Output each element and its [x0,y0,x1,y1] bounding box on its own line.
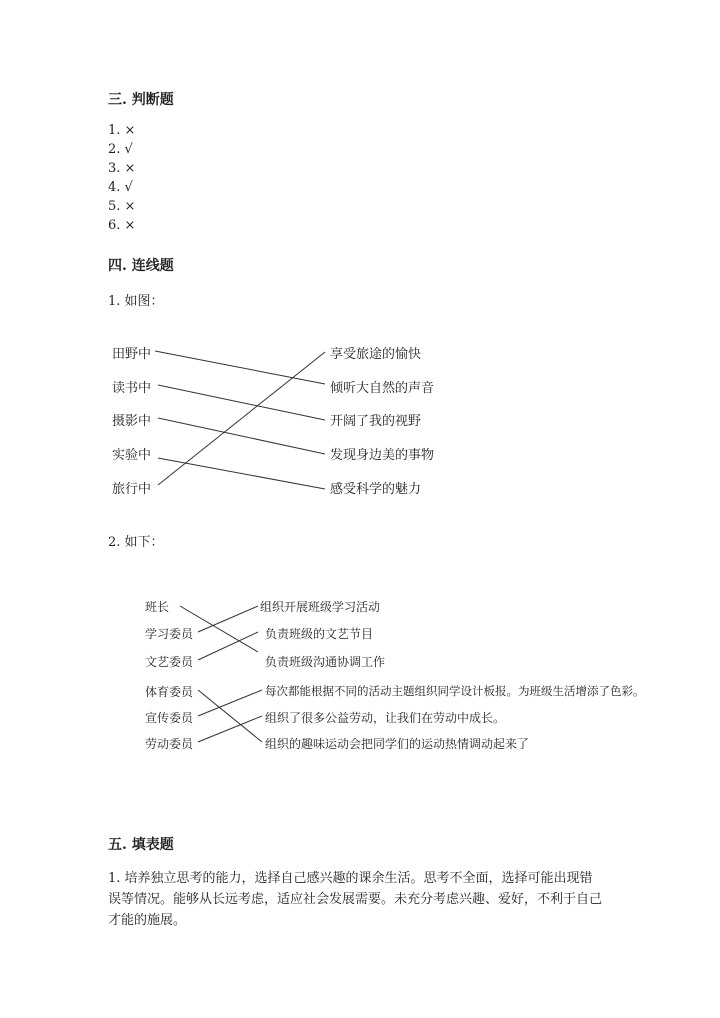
connector-line [198,716,262,742]
q1-right-item: 感受科学的魅力 [330,482,422,497]
q1-right-item: 开阔了我的视野 [330,414,422,429]
fill-table-answer: 1. 培养独立思考的能力，选择自己感兴趣的课余生活。思考不全面，选择可能出现错误等情况。能够从长远考虑，适应社会发展需要。未充分考虑兴趣、爱好，不利于自己才能的施展。 [108,871,603,928]
q2-left-item: 文艺委员 [145,655,194,669]
q1-left-item: 读书中 [112,381,152,396]
q2-left-item: 班长 [145,600,170,614]
q2-right-item: 组织开展班级学习活动 [260,600,381,614]
answer-item: 3. × [108,161,136,176]
answer-item: 2. √ [108,142,133,157]
q1-right-item: 发现身边美的事物 [330,448,435,463]
section4-heading: 四. 连线题 [108,258,174,274]
q2-left-item: 学习委员 [145,627,194,641]
answer-item: 4. √ [108,180,133,195]
q2-right-item: 组织了很多公益劳动，让我们在劳动中成长。 [265,711,506,725]
connector-line [198,690,262,716]
section5-heading: 五. 填表题 [108,837,174,853]
question2-label: 2. 如下： [108,535,164,550]
section3-heading: 三. 判断题 [108,92,174,108]
q2-left-item: 劳动委员 [145,737,194,751]
q2-left-item: 体育委员 [145,685,194,699]
answer-item: 1. × [108,123,136,138]
q1-left-item: 旅行中 [112,482,152,497]
q2-right-item: 组织的趣味运动会把同学们的运动热情调动起来了 [265,737,530,751]
q1-left-item: 实验中 [112,448,152,463]
q2-right-item: 每次都能根据不同的活动主题组织同学设计板报。为班级生活增添了色彩。 [265,684,645,698]
q1-left-item: 田野中 [112,347,152,362]
answer-item: 5. × [108,199,136,214]
q2-left-item: 宣传委员 [145,711,194,725]
connector-line [198,606,258,632]
connector-line [198,632,258,660]
q2-right-item: 负责班级沟通协调工作 [265,655,386,669]
connector-line [198,690,262,742]
q2-right-item: 负责班级的文艺节目 [265,627,374,641]
q1-right-item: 享受旅途的愉快 [330,347,422,362]
q1-right-item: 倾听大自然的声音 [330,381,435,396]
question1-label: 1. 如图： [108,294,164,309]
q1-left-item: 摄影中 [112,414,152,429]
answer-item: 6. × [108,218,136,233]
